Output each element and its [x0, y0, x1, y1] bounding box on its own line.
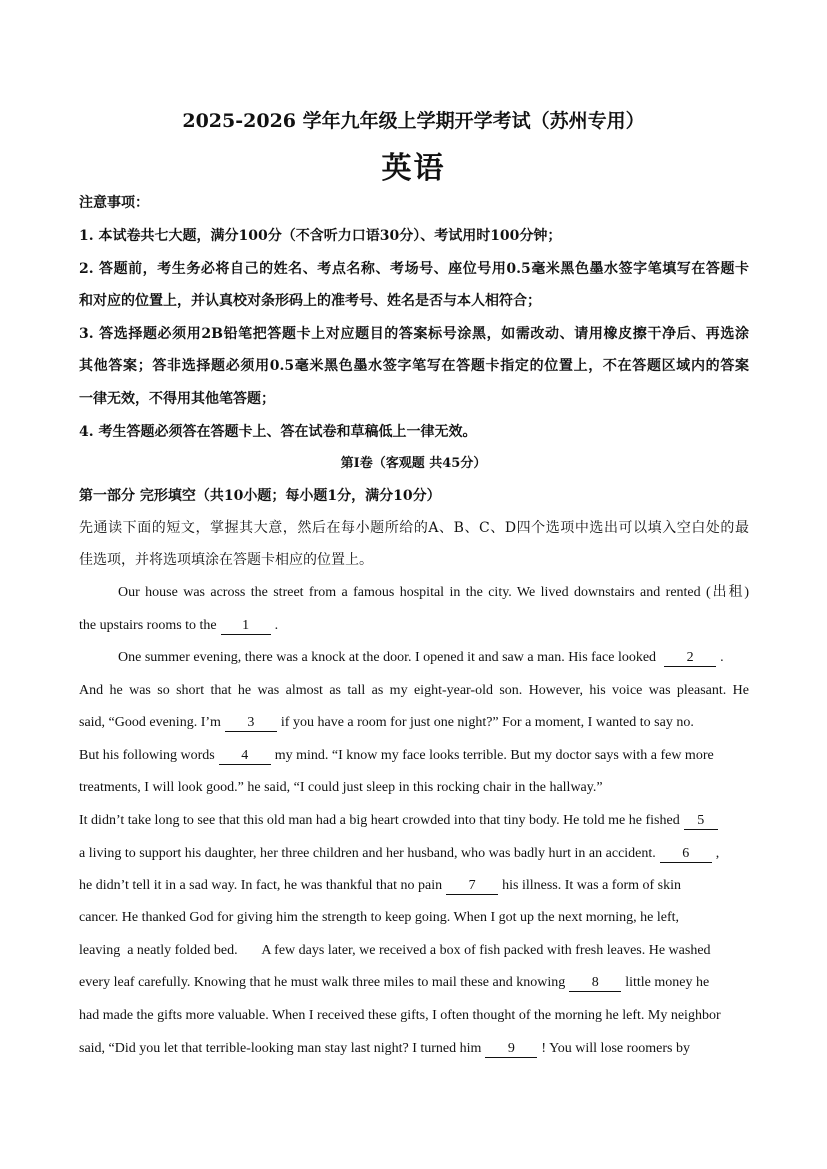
- blank-2: 2: [664, 650, 716, 667]
- passage-text: he didn’t tell it in a sad way. In fact, he was thankful that no pain: [79, 878, 443, 893]
- passage-line: had made the gifts more valuable. When I received these gifts, I often thought of the morning he left. My neighbor: [79, 1008, 721, 1023]
- blank-5: 5: [684, 813, 718, 830]
- instructions-line-1: 先通读下面的短文，掌握其大意，然后在每小题所给的A、B、C、D四个选项中选出可以填入空白处的最: [79, 520, 749, 536]
- passage-line: [79, 811, 749, 831]
- passage-line: cancer. He thanked God for giving him the strength to keep going. When I got up the next morning, he left,: [79, 910, 680, 925]
- passage-text: if you have a room for just one night?” For a moment, I wanted to say no.: [280, 715, 694, 730]
- volume-heading: 第Ⅰ卷（客观题 共45分）: [340, 456, 487, 471]
- passage-line: [79, 713, 749, 733]
- passage-text: the upstairs rooms to the: [79, 618, 217, 633]
- passage-text: little money he: [625, 975, 710, 990]
- blank-3: 3: [225, 715, 277, 732]
- passage-line: [79, 876, 749, 896]
- note-3-line-3: 一律无效，不得用其他笔答题；: [79, 391, 275, 407]
- passage-text: a living to support his daughter, her three children and her husband, who was badly hurt in an accident.: [79, 846, 656, 861]
- note-4: 4. 考生答题必须答在答题卡上、答在试卷和草稿低上一律无效。: [79, 424, 477, 440]
- note-2-line-1: 2. 答题前，考生务必将自己的姓名、考点名称、考场号、座位号用0.5毫米黑色墨水签字笔填写在答题卡: [79, 261, 749, 277]
- blank-7: 7: [446, 878, 498, 895]
- passage-line: [79, 616, 749, 636]
- passage-text: said, “Good evening. I’m: [79, 715, 221, 730]
- passage-text: my mind. “I know my face looks terrible. But my doctor says with a few more: [274, 748, 714, 763]
- passage-text: his illness. It was a form of skin: [502, 878, 681, 893]
- passage-text: One summer evening, there was a knock at the door. I opened it and saw a man. His face looked: [118, 650, 657, 665]
- blank-6: 6: [660, 846, 712, 863]
- passage-text: .: [720, 650, 724, 665]
- passage-text: ! You will lose roomers by: [541, 1041, 690, 1056]
- blank-4: 4: [219, 748, 271, 765]
- blank-9: 9: [485, 1041, 537, 1058]
- passage-line: [79, 1039, 749, 1059]
- subject-title: 英语: [381, 151, 446, 186]
- passage-line: [79, 844, 749, 864]
- passage-text: every leaf carefully. Knowing that he must walk three miles to mail these and knowing: [79, 975, 566, 990]
- instructions-line-2: 佳选项，并将选项填涂在答题卡相应的位置上。: [79, 552, 373, 568]
- passage-line: treatments, I will look good.” he said, “I could just sleep in this rocking chair in the hallway.”: [79, 780, 603, 795]
- blank-1: 1: [221, 618, 271, 635]
- passage-line: [79, 746, 749, 766]
- passage-line: And he was so short that he was almost as tall as my eight-year-old son. However, his voice was pleasant. He: [79, 683, 749, 698]
- blank-8: 8: [569, 975, 621, 992]
- passage-text: It didn’t take long to see that this old man had a big heart crowded into that tiny body. He told me he fished: [79, 813, 680, 828]
- passage-text: But his following words: [79, 748, 215, 763]
- note-1: 1. 本试卷共七大题，满分100分（不含听力口语30分）、考试用时100分钟；: [79, 228, 562, 244]
- passage-line: [79, 648, 749, 668]
- part-heading: 第一部分 完形填空（共10小题；每小题1分，满分10分）: [79, 488, 441, 504]
- passage-text: said, “Did you let that terrible-looking man stay last night? I turned him: [79, 1041, 482, 1056]
- exam-title: 2025-2026 学年九年级上学期开学考试（苏州专用）: [182, 110, 645, 132]
- note-3-line-2: 其他答案；答非选择题必须用0.5毫米黑色墨水签字笔写在答题卡指定的位置上，不在答题区域内的答案: [79, 358, 749, 374]
- passage-text: ,: [715, 846, 720, 861]
- passage-line: leaving a neatly folded bed. A few days later, we received a box of fish packed with fresh leaves. He washed: [79, 943, 711, 958]
- note-3-line-1: 3. 答选择题必须用2B铅笔把答题卡上对应题目的答案标号涂黑，如需改动、请用橡皮擦干净后、再选涂: [79, 326, 749, 342]
- notes-heading: 注意事项：: [79, 195, 149, 211]
- passage-line: Our house was across the street from a famous hospital in the city. We lived downstairs and rented (出租): [118, 585, 749, 600]
- note-2-line-2: 和对应的位置上，并认真校对条形码上的准考号、姓名是否与本人相符合；: [79, 293, 541, 309]
- passage-line: [79, 973, 749, 993]
- passage-text: .: [274, 618, 279, 633]
